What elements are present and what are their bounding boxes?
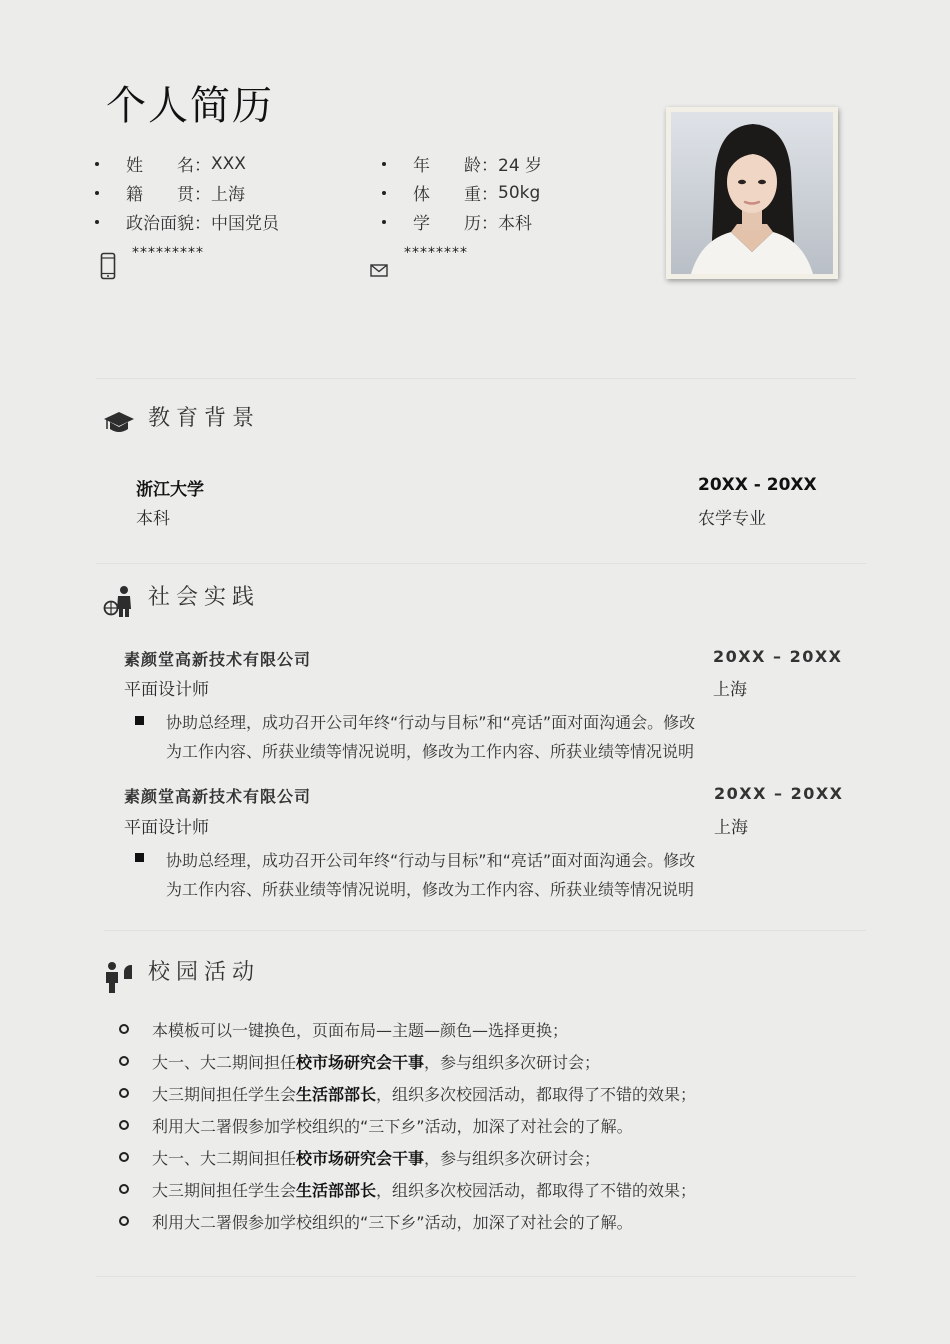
info-value: 上海 [211, 185, 245, 205]
info-label: 学 历： [413, 214, 498, 234]
info-political [95, 209, 279, 234]
major: 农学专业 [698, 509, 766, 529]
activity-text: ，参与组织多次研讨会； [424, 1053, 601, 1072]
job-role: 平面设计师 [124, 818, 209, 838]
activity-text: 大一、大二期间担任 [152, 1053, 297, 1072]
activity-text: ，参与组织多次研讨会； [424, 1149, 601, 1168]
activity-text: ，组织多次校园活动，都取得了不错的效果； [376, 1181, 697, 1200]
business-person-icon [103, 585, 133, 617]
info-weight [382, 180, 540, 205]
practice-period: 20XX – 20XX [713, 647, 843, 666]
email-value: ******** [404, 245, 468, 261]
graduation-cap-icon [103, 410, 135, 436]
info-label: 政治面貌： [126, 214, 211, 234]
bullet [95, 191, 99, 195]
portrait-image [671, 112, 833, 274]
activity-item [152, 1146, 600, 1169]
ring-bullet [119, 1120, 129, 1130]
activity-item [152, 1210, 633, 1233]
job-description-line: 为工作内容、所获业绩等情况说明，修改为工作内容、所获业绩等情况说明 [166, 742, 695, 761]
activity-bold: 生活部部长 [296, 1085, 377, 1104]
info-label: 籍 贯： [126, 185, 211, 205]
info-value: 50kg [498, 182, 541, 203]
section-title-campus: 校园活动 [148, 960, 261, 985]
divider [96, 1276, 856, 1277]
info-label: 姓 名： [126, 156, 211, 176]
activity-bold: 校市场研究会干事 [296, 1053, 425, 1072]
presenter-chart-icon [104, 961, 132, 993]
info-value: XXX [211, 153, 246, 174]
section-title-education: 教育背景 [148, 406, 261, 431]
ring-bullet [119, 1088, 129, 1098]
activity-bold: 生活部部长 [296, 1181, 377, 1200]
bullet [95, 162, 99, 166]
info-education [382, 209, 532, 234]
activity-item [152, 1018, 568, 1041]
practice-location: 上海 [713, 680, 747, 700]
info-age [382, 151, 542, 176]
page-title: 个人简历 [106, 83, 274, 129]
ring-bullet [119, 1024, 129, 1034]
bullet [382, 162, 386, 166]
school-name: 浙江大学 [136, 480, 204, 500]
activity-item [152, 1082, 696, 1105]
ring-bullet [119, 1056, 129, 1066]
activity-text: 利用大二署假参加学校组织的“三下乡”活动，加深了对社会的了解。 [152, 1117, 633, 1136]
bullet [382, 220, 386, 224]
section-title-practice: 社会实践 [148, 585, 261, 610]
square-bullet [135, 853, 144, 862]
job-description-line: 为工作内容、所获业绩等情况说明，修改为工作内容、所获业绩等情况说明 [166, 880, 695, 899]
bullet [382, 191, 386, 195]
ring-bullet [119, 1152, 129, 1162]
activity-item [152, 1050, 600, 1073]
practice-period: 20XX – 20XX [714, 784, 844, 803]
activity-text: 利用大二署假参加学校组织的“三下乡”活动，加深了对社会的了解。 [152, 1213, 633, 1232]
phone-value: ********* [132, 245, 204, 261]
activity-text: 大三期间担任学生会 [152, 1085, 297, 1104]
phone-icon [100, 252, 116, 280]
job-description-line: 协助总经理，成功召开公司年终“行动与目标”和“亮话”面对面沟通会。修改 [166, 851, 696, 870]
square-bullet [135, 716, 144, 725]
divider [96, 378, 856, 379]
divider [104, 930, 866, 931]
company-name: 素颜堂高新技术有限公司 [124, 650, 312, 669]
activity-text: 大一、大二期间担任 [152, 1149, 297, 1168]
activity-text: 大三期间担任学生会 [152, 1181, 297, 1200]
job-role: 平面设计师 [124, 680, 209, 700]
company-name: 素颜堂高新技术有限公司 [124, 787, 312, 806]
info-hometown [95, 180, 245, 205]
ring-bullet [119, 1216, 129, 1226]
info-value: 本科 [498, 214, 532, 234]
info-value: 中国党员 [211, 214, 279, 234]
email-icon [370, 264, 388, 277]
activity-text: 本模板可以一键换色，页面布局—主题—颜色—选择更换； [152, 1021, 569, 1040]
education-period: 20XX - 20XX [698, 475, 817, 495]
bullet [95, 220, 99, 224]
profile-photo [666, 107, 838, 279]
info-name [95, 151, 246, 176]
job-description-line: 协助总经理，成功召开公司年终“行动与目标”和“亮话”面对面沟通会。修改 [166, 713, 696, 732]
info-value: 24 岁 [498, 156, 543, 176]
activity-bold: 校市场研究会干事 [296, 1149, 425, 1168]
info-label: 年 龄： [413, 156, 498, 176]
degree: 本科 [136, 509, 170, 529]
divider [96, 563, 866, 564]
activity-item [152, 1114, 633, 1137]
activity-item [152, 1178, 696, 1201]
practice-location: 上海 [714, 818, 748, 838]
activity-text: ，组织多次校园活动，都取得了不错的效果； [376, 1085, 697, 1104]
ring-bullet [119, 1184, 129, 1194]
info-label: 体 重： [413, 185, 498, 205]
